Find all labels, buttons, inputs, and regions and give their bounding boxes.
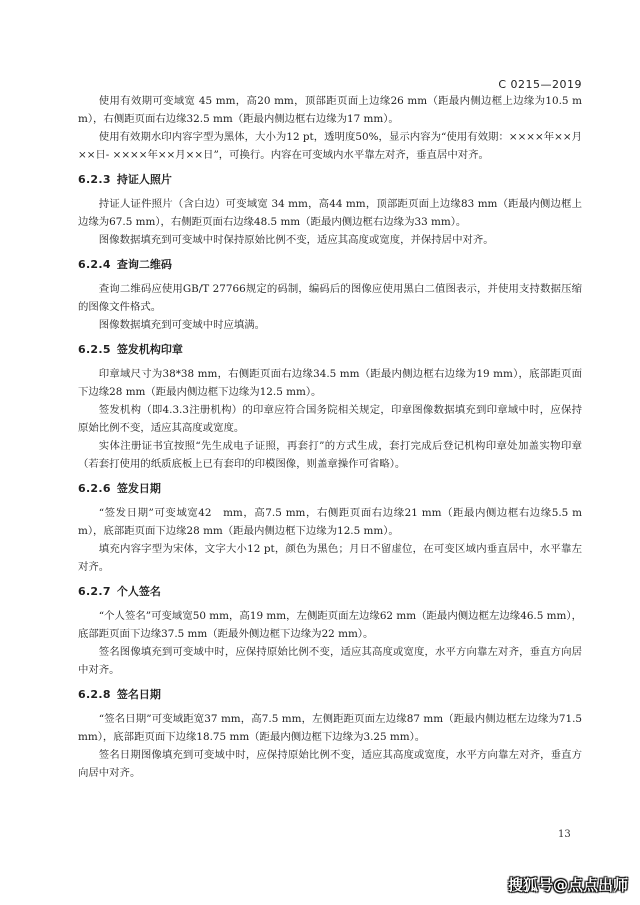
paragraph: 签发机构（即4.3.3注册机构）的印章应符合国务院相关规定，印章图像数据填充到印章域中时，应保持原始比例不变，适应其高度或宽度。	[78, 404, 582, 434]
paragraph: 填充内容字型为宋体，文字大小12 pt，颜色为黑色；月日不留虚位，在可变区域内垂直居中，水平靠左对齐。	[78, 543, 582, 573]
paragraph: 图像数据填充到可变域中时保持原始比例不变，适应其高度或宽度，并保持居中对齐。	[98, 234, 494, 246]
paragraph: 使用有效期可变域宽 45 mm，高20 mm，顶部距页面上边缘26 mm（距最内侧边框上边缘为10.5 mm），右侧距页面右边缘32.5 mm（距最内侧边框右边缘为17 mm）。	[78, 95, 582, 125]
paragraph: “签发日期”可变域宽42 mm，高7.5 mm，右侧距页面右边缘21 mm（距最内侧边框右边缘5.5 mm），底部距页面下边缘28 mm（距最内侧边框下边缘为12.5 mm）。	[78, 507, 582, 537]
section-title: 签发机构印章	[116, 343, 183, 356]
section-number: 6.2.6	[78, 482, 111, 495]
section-heading	[78, 583, 582, 601]
paragraph: 使用有效期水印内容字型为黑体，大小为12 pt，透明度50%，显示内容为“使用有效期：××××年××月××日- ××××年××月××日”，可换行。内容在可变域内水平靠左对齐，垂直居中对齐。	[78, 131, 582, 161]
section-title: 查询二维码	[116, 258, 172, 271]
paragraph: 查询二维码应使用GB/T 27766规定的码制，编码后的图像应使用黑白二值图表示，并使用支持数据压缩的图像文件格式。	[78, 283, 582, 313]
section-title: 签名日期	[116, 688, 161, 701]
section-number: 6.2.8	[78, 688, 111, 701]
section-number: 6.2.7	[78, 585, 111, 598]
paragraph: 印章域尺寸为38*38 mm，右侧距页面右边缘34.5 mm（距最内侧边框右边缘为19 mm），底部距页面下边缘28 mm（距最内侧边框下边缘为12.5 mm）。	[78, 368, 582, 398]
section-heading	[78, 256, 582, 274]
paragraph: “个人签名”可变域宽50 mm，高19 mm，左侧距页面左边缘62 mm（距最内侧边框左边缘46.5 mm），底部距页面下边缘37.5 mm（距最外侧边框下边缘为22 mm）。	[78, 610, 582, 640]
section-number: 6.2.3	[78, 173, 111, 186]
paragraph: 签名图像填充到可变域中时，应保持原始比例不变，适应其高度或宽度，水平方向靠左对齐，垂直方向居中对齐。	[78, 646, 582, 676]
document-body	[78, 92, 582, 782]
paragraph: 图像数据填充到可变域中时应填满。	[98, 319, 266, 331]
document-code: C 0215—2019	[498, 78, 582, 91]
page-number: 13	[558, 829, 571, 840]
paragraph: 实体注册证书宜按照“先生成电子证照，再套打”的方式生成，套打完成后登记机构印章处加盖实物印章（若套打使用的纸质底板上已有套印的印模图像，则盖章操作可省略）。	[78, 440, 582, 470]
section-number: 6.2.5	[78, 343, 111, 356]
section-title: 持证人照片	[116, 173, 172, 186]
section-heading	[78, 480, 582, 498]
paragraph: 持证人证件照片（含白边）可变域宽 34 mm，高44 mm，顶部距页面上边缘83 mm（距最内侧边框上边缘为67.5 mm），右侧距页面右边缘48.5 mm（距最内侧边框右边缘为33 mm）。	[78, 198, 582, 228]
section-heading	[78, 686, 582, 704]
paragraph: “签名日期”可变域距宽37 mm，高7.5 mm，左侧距距页面左边缘87 mm（距最内侧边框左边缘为71.5 mm），底部距页面下边缘18.75 mm（距最内侧边框下边缘为3.25 mm）。	[78, 713, 582, 743]
section-heading	[78, 341, 582, 359]
section-title: 个人签名	[116, 585, 161, 598]
section-heading	[78, 171, 582, 189]
section-title: 签发日期	[116, 482, 161, 495]
paragraph: 签名日期图像填充到可变域中时，应保持原始比例不变，适应其高度或宽度，水平方向靠左对齐，垂直方向居中对齐。	[78, 749, 582, 779]
source-watermark: 搜狐号@点点出师	[507, 876, 628, 894]
section-number: 6.2.4	[78, 258, 111, 271]
